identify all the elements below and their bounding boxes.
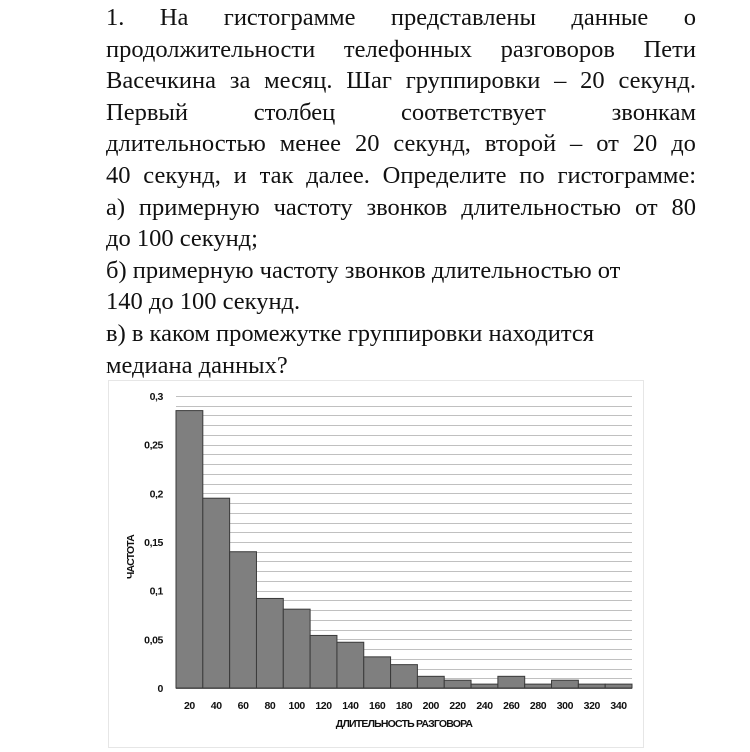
x-tick-label: 160 [369, 700, 386, 712]
problem-word: На [159, 4, 189, 31]
problem-word: частоту [273, 193, 353, 221]
problem-word: – [570, 130, 583, 158]
problem-word: секунд, [143, 161, 221, 189]
y-tick-label: 0,1 [149, 585, 163, 598]
problem-word: примерную [138, 193, 260, 221]
x-tick-label: 20 [183, 700, 195, 712]
problem-word: 20 [580, 67, 605, 95]
histogram-bar [256, 598, 283, 688]
x-tick-label: 320 [583, 700, 600, 712]
problem-line [106, 192, 696, 224]
problem-word: 20 [632, 130, 658, 158]
problem-word: Васечкина [106, 67, 216, 95]
problem-word: секунд, [393, 130, 471, 158]
problem-line [106, 160, 696, 192]
y-tick-label: 0,25 [144, 439, 163, 452]
x-tick-label: 300 [556, 700, 574, 712]
histogram-svg [109, 381, 643, 747]
histogram-bar [498, 676, 525, 688]
histogram-bar [230, 552, 257, 688]
problem-line [106, 2, 696, 34]
problem-line [106, 34, 696, 66]
y-tick-label: 0 [157, 683, 163, 695]
histogram-bar [605, 684, 632, 688]
problem-word: 40 [106, 161, 131, 189]
problem-word: 20 [354, 130, 380, 158]
problem-word: до [671, 130, 696, 158]
problem-word: Пети [643, 35, 696, 63]
problem-word: гистограмме: [557, 161, 696, 189]
y-tick-label: 0,2 [149, 488, 163, 501]
x-tick-label: 220 [449, 700, 466, 712]
problem-word: Шаг [346, 67, 392, 95]
problem-word: от [596, 130, 619, 158]
problem-word: о [683, 4, 696, 31]
problem-word: за [229, 67, 251, 95]
histogram-bar [310, 635, 337, 688]
histogram-bar [444, 680, 471, 688]
problem-word: звонков [366, 193, 448, 221]
problem-word: от [634, 193, 658, 221]
histogram-bar [203, 498, 230, 688]
x-tick-label: 240 [476, 700, 493, 712]
problem-text [106, 2, 696, 381]
problem-line: до 100 секунд; [106, 225, 258, 253]
x-axis-title: ДЛИТЕЛЬНОСТЬ РАЗГОВОРА [335, 718, 473, 730]
problem-word: представлены [390, 4, 536, 31]
problem-word: звонкам [611, 98, 696, 126]
problem-word: соответствует [400, 98, 546, 126]
x-tick-label: 140 [342, 700, 359, 712]
x-tick-label: 180 [395, 700, 413, 712]
problem-line [106, 65, 696, 97]
problem-word: второй [484, 130, 557, 158]
problem-word: секунд. [618, 67, 696, 95]
histogram-chart [108, 380, 644, 748]
problem-line: 140 до 100 секунд. [106, 288, 301, 316]
problem-word: а) [106, 193, 126, 221]
y-tick-label: 0,15 [144, 537, 163, 549]
problem-word: так [259, 161, 294, 189]
problem-word: разговоров [500, 35, 615, 63]
histogram-bar [552, 680, 579, 688]
problem-word: – [554, 67, 567, 95]
problem-word: и [233, 161, 247, 189]
x-tick-label: 100 [288, 700, 305, 712]
histogram-bar [471, 684, 498, 688]
problem-word: Определите [382, 161, 507, 189]
problem-word: менее [279, 130, 341, 158]
bars [176, 411, 632, 688]
y-tick-label: 0,05 [144, 634, 163, 647]
problem-line [106, 97, 696, 129]
problem-word: длительностью [461, 193, 622, 221]
problem-line: б) примерную частоту звонков длительностью от [106, 256, 621, 284]
histogram-bar [525, 684, 552, 688]
y-tick-label: 0,3 [149, 391, 163, 403]
y-axis-title: ЧАСТОТА [125, 534, 137, 580]
x-tick-label: 40 [210, 700, 222, 712]
y-tick-labels [144, 391, 163, 695]
histogram-bar [176, 411, 203, 688]
problem-word: данные [571, 4, 649, 31]
problem-word: месяц. [264, 67, 333, 95]
histogram-bar [417, 676, 444, 688]
problem-word: 80 [671, 193, 696, 221]
histogram-bar [337, 642, 364, 688]
problem-word: 1. [106, 4, 125, 31]
problem-word: гистограмме [223, 4, 356, 31]
problem-word: столбец [253, 98, 336, 126]
x-tick-labels [184, 700, 627, 712]
histogram-bar [364, 657, 391, 688]
problem-line: в) в каком промежутке группировки находится [106, 319, 595, 347]
problem-line: медиана данных? [106, 351, 288, 379]
problem-word: длительностью [106, 130, 266, 158]
x-tick-label: 260 [503, 700, 520, 712]
x-tick-label: 80 [264, 700, 276, 712]
histogram-bar [578, 684, 605, 688]
x-tick-label: 60 [237, 700, 249, 712]
x-tick-label: 200 [422, 700, 439, 712]
histogram-bar [391, 665, 418, 688]
problem-word: Первый [106, 98, 188, 126]
x-tick-label: 340 [610, 700, 627, 712]
x-tick-label: 280 [529, 700, 547, 712]
histogram-bar [283, 609, 310, 688]
problem-word: по [519, 161, 545, 189]
problem-word: группировки [405, 67, 541, 95]
problem-word: далее. [306, 161, 370, 189]
problem-word: телефонных [343, 35, 472, 63]
x-tick-label: 120 [315, 700, 332, 712]
problem-line [106, 128, 696, 160]
problem-word: продолжительности [106, 35, 316, 63]
